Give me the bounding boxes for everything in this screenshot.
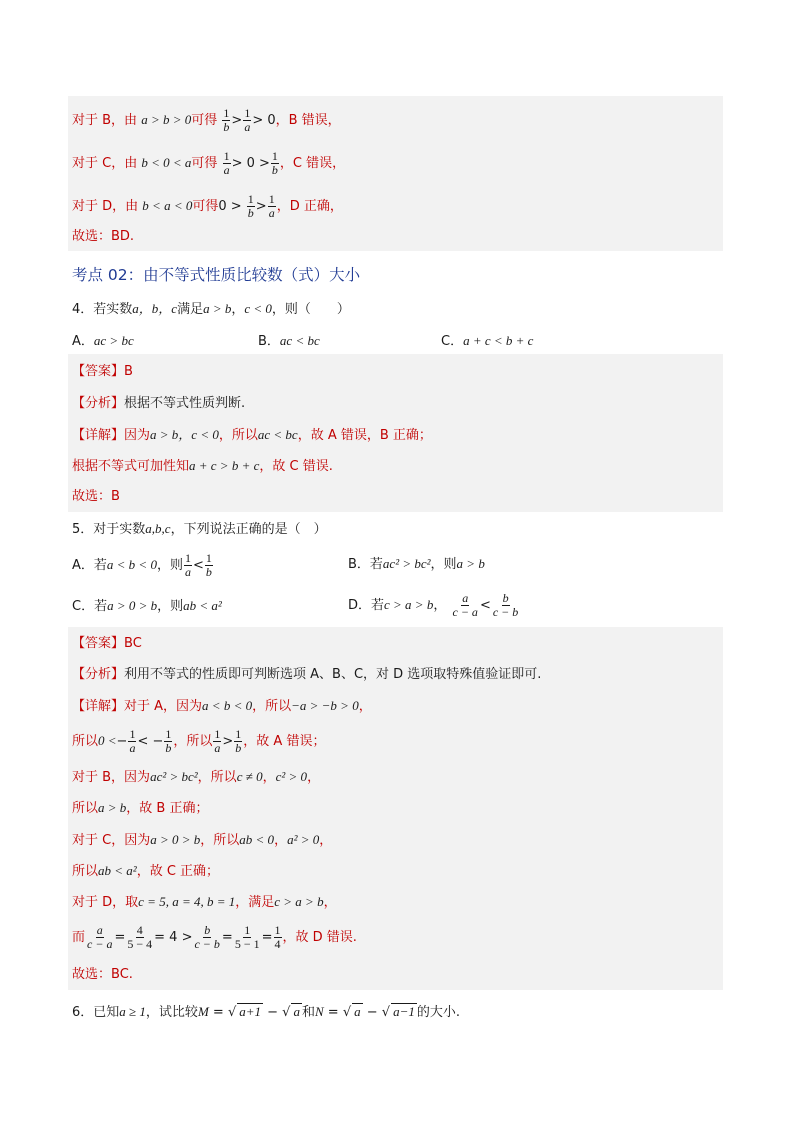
question-4-stem: 4．若实数a，b，c满足a > b，c < 0，则（ ） [72, 301, 350, 317]
analysis-5: 【分析】利用不等式的性质即可判断选项 A、B、C，对 D 选项取特殊值验证即可. [72, 667, 542, 682]
line-option-c: 对于 C，由 b < 0 < a可得 $\frac{1}{a}$ > 0 > $\frac{1}{b}$ ，C 错误， [72, 149, 346, 177]
question-4-options: A．ac > bc B．ac < bc C．a + c < b + c [72, 333, 534, 349]
detail-5-line2: 所以0 <− $\frac{1}{a}$ < − $\frac{1}{b}$ ，所以 $\frac{1}{a}$ > $\frac{1}{b}$ ，故 A 错误； [72, 727, 326, 755]
detail-5-line4: 所以a > b，故 B 正确； [72, 800, 209, 816]
detail-5-line7: 对于 D，取c = 5, a = 4, b = 1，满足c > a > b， [72, 894, 337, 910]
question-6-stem: 6．已知a ≥ 1，试比较M = √ a+1 − √ a 和N = √ a − √ a−1 的大小. [72, 1004, 460, 1020]
detail-5-line8: 而 $\frac{a}{c - a}$ = $\frac{4}{5 - 4}$ = 4 > $\frac{b}{c - b}$ = $\frac{1}{5 - 1}$ = $\frac{1}{4}$ ，故 D 错误. [72, 923, 357, 951]
analysis-4: 【分析】根据不等式性质判断. [72, 396, 246, 411]
question-5-stem: 5．对于实数a,b,c，下列说法正确的是（ ） [72, 521, 327, 537]
answer-5: 【答案】BC [72, 636, 142, 651]
detail-5-line6: 所以ab < a²，故 C 正确； [72, 863, 220, 879]
answer-4: 【答案】B [72, 364, 133, 379]
choose-line: 故选：BD. [72, 229, 135, 244]
detail-5-line1: 【详解】对于 A，因为a < b < 0，所以−a > −b > 0， [72, 698, 372, 714]
detail-4-line2: 根据不等式可加性知a + c > b + c，故 C 错误. [72, 458, 333, 474]
line-option-d: 对于 D，由 b < a < 0可得0 > $\frac{1}{b}$ > $\frac{1}{a}$ ，D 正确， [72, 192, 343, 220]
detail-5-line3: 对于 B，因为ac² > bc²，所以c ≠ 0，c² > 0， [72, 769, 321, 785]
detail-5-line5: 对于 C，因为a > 0 > b，所以ab < 0，a² > 0， [72, 832, 333, 848]
question-5-options-cd: C．若a > 0 > b，则ab < a² D．若c > a > b， $\frac{a}{c - a}$ < $\frac{b}{c - b}$ [72, 591, 519, 619]
choose-4: 故选：B [72, 489, 120, 504]
question-5-options-ab: A．若a < b < 0，则 $\frac{1}{a}$ < $\frac{1}{b}$ B．若ac² > bc²，则a > b [72, 551, 485, 579]
detail-4-line1: 【详解】因为a > b，c < 0，所以ac < bc，故 A 错误，B 正确； [72, 427, 432, 443]
choose-5: 故选：BC. [72, 967, 133, 982]
section-heading: 考点 02：由不等式性质比较数（式）大小 [72, 266, 361, 284]
line-option-b: 对于 B，由 a > b > 0可得 $\frac{1}{b}$ > $\frac{1}{a}$ > 0，B 错误， [72, 106, 341, 134]
